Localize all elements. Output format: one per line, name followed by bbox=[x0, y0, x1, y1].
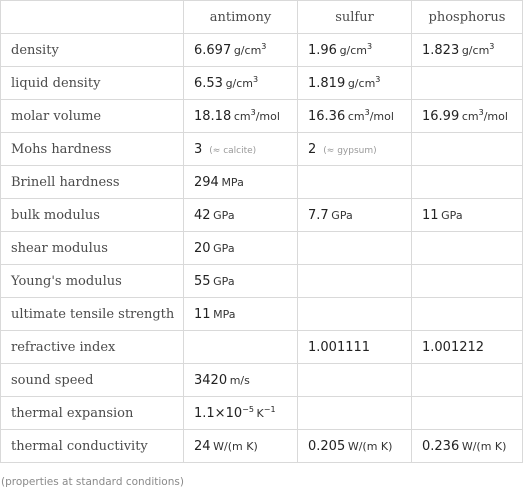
value-cell bbox=[298, 67, 412, 100]
value-cell bbox=[298, 265, 412, 298]
value-cell bbox=[298, 166, 412, 199]
value-cell bbox=[412, 430, 523, 463]
cell-unit: g/cm bbox=[339, 43, 368, 57]
value-cell bbox=[184, 265, 298, 298]
cell-unit-suffix: /mol bbox=[255, 109, 280, 123]
cell-value: 3420 bbox=[194, 372, 228, 388]
property-label: thermal expansion bbox=[1, 397, 184, 430]
table-row bbox=[1, 34, 523, 67]
cell-unit: MPa bbox=[213, 307, 236, 321]
table-row bbox=[1, 331, 523, 364]
value-cell bbox=[412, 34, 523, 67]
value-cell bbox=[412, 397, 523, 430]
value-cell bbox=[184, 364, 298, 397]
property-label: shear modulus bbox=[1, 232, 184, 265]
cell-unit: cm bbox=[461, 109, 479, 123]
cell-value: 7.7 bbox=[308, 207, 329, 223]
unit-exponent: 3 bbox=[250, 107, 256, 117]
property-label: sound speed bbox=[1, 364, 184, 397]
cell-unit: g/cm bbox=[225, 76, 254, 90]
cell-unit: GPa bbox=[213, 274, 235, 288]
value-cell bbox=[412, 166, 523, 199]
property-label: ultimate tensile strength bbox=[1, 298, 184, 331]
table-row bbox=[1, 430, 523, 463]
cell-value: 18.18 bbox=[194, 108, 232, 124]
cell-value: 0.236 bbox=[422, 438, 460, 454]
cell-value: 1.001212 bbox=[422, 339, 485, 355]
cell-unit: W/(m K) bbox=[461, 439, 507, 453]
value-cell bbox=[184, 331, 298, 364]
value-cell bbox=[184, 34, 298, 67]
property-label: refractive index bbox=[1, 331, 184, 364]
property-label: molar volume bbox=[1, 100, 184, 133]
value-cell bbox=[298, 298, 412, 331]
unit-exponent: 3 bbox=[367, 41, 373, 51]
cell-value: 24 bbox=[194, 438, 211, 454]
cell-unit: g/cm bbox=[461, 43, 490, 57]
unit-exponent: 3 bbox=[364, 107, 370, 117]
cell-value: 16.99 bbox=[422, 108, 460, 124]
value-cell bbox=[412, 331, 523, 364]
unit-exponent: 3 bbox=[253, 74, 259, 84]
value-cell bbox=[184, 397, 298, 430]
cell-value: 294 bbox=[194, 174, 219, 190]
table-row bbox=[1, 133, 523, 166]
property-label: liquid density bbox=[1, 67, 184, 100]
value-exponent: −5 bbox=[242, 404, 254, 414]
value-cell bbox=[298, 34, 412, 67]
cell-unit: g/cm bbox=[347, 76, 376, 90]
value-cell bbox=[298, 199, 412, 232]
cell-unit: W/(m K) bbox=[347, 439, 393, 453]
property-label: thermal conductivity bbox=[1, 430, 184, 463]
cell-value: 1.823 bbox=[422, 42, 460, 58]
unit-exponent: 3 bbox=[489, 41, 495, 51]
table-row bbox=[1, 100, 523, 133]
value-cell bbox=[298, 331, 412, 364]
header-row bbox=[1, 1, 523, 34]
value-cell bbox=[412, 298, 523, 331]
value-cell bbox=[298, 430, 412, 463]
cell-value: 6.53 bbox=[194, 75, 223, 91]
table-row bbox=[1, 364, 523, 397]
cell-note: (≈ calcite) bbox=[209, 145, 257, 156]
value-cell bbox=[184, 133, 298, 166]
column-header-phosphorus: phosphorus bbox=[412, 1, 523, 34]
value-cell bbox=[184, 67, 298, 100]
property-label: Brinell hardness bbox=[1, 166, 184, 199]
value-cell bbox=[298, 232, 412, 265]
cell-unit: GPa bbox=[331, 208, 353, 222]
column-header-sulfur: sulfur bbox=[298, 1, 412, 34]
cell-value: 55 bbox=[194, 273, 211, 289]
table-row bbox=[1, 232, 523, 265]
value-cell bbox=[298, 397, 412, 430]
header-corner bbox=[1, 1, 184, 34]
property-label: Young's modulus bbox=[1, 265, 184, 298]
cell-value: 11 bbox=[422, 207, 439, 223]
value-cell bbox=[184, 166, 298, 199]
unit-exponent: 3 bbox=[478, 107, 484, 117]
value-cell bbox=[412, 67, 523, 100]
cell-value: 42 bbox=[194, 207, 211, 223]
cell-value: 11 bbox=[194, 306, 211, 322]
cell-unit: GPa bbox=[213, 208, 235, 222]
value-cell bbox=[184, 100, 298, 133]
cell-value: 2 bbox=[308, 141, 317, 157]
cell-unit-suffix: /mol bbox=[369, 109, 394, 123]
cell-unit: GPa bbox=[441, 208, 463, 222]
cell-unit: m/s bbox=[229, 373, 250, 387]
cell-note: (≈ gypsum) bbox=[323, 145, 377, 156]
value-cell bbox=[298, 133, 412, 166]
cell-unit: MPa bbox=[221, 175, 244, 189]
cell-unit: g/cm bbox=[233, 43, 262, 57]
unit-exponent: 3 bbox=[375, 74, 381, 84]
cell-unit: cm bbox=[233, 109, 251, 123]
cell-value: 1.96 bbox=[308, 42, 337, 58]
value-cell bbox=[412, 100, 523, 133]
table-body bbox=[1, 34, 523, 463]
cell-unit: cm bbox=[347, 109, 365, 123]
unit-exponent: 3 bbox=[261, 41, 267, 51]
value-cell bbox=[298, 100, 412, 133]
value-cell bbox=[412, 133, 523, 166]
cell-unit: GPa bbox=[213, 241, 235, 255]
property-label: bulk modulus bbox=[1, 199, 184, 232]
value-cell bbox=[184, 430, 298, 463]
table-row bbox=[1, 298, 523, 331]
cell-value: 1.819 bbox=[308, 75, 346, 91]
cell-unit: K bbox=[256, 406, 264, 420]
column-header-antimony: antimony bbox=[184, 1, 298, 34]
property-label: Mohs hardness bbox=[1, 133, 184, 166]
table-row bbox=[1, 67, 523, 100]
value-cell bbox=[412, 232, 523, 265]
cell-unit: W/(m K) bbox=[213, 439, 258, 453]
value-cell bbox=[412, 265, 523, 298]
cell-value: 1.001111 bbox=[308, 339, 371, 355]
value-cell bbox=[184, 298, 298, 331]
value-cell bbox=[412, 364, 523, 397]
property-label: density bbox=[1, 34, 184, 67]
cell-value: 6.697 bbox=[194, 42, 232, 58]
value-cell bbox=[412, 199, 523, 232]
cell-value: 3 bbox=[194, 141, 203, 157]
cell-value: 1.1×10 bbox=[194, 405, 243, 421]
table-row bbox=[1, 166, 523, 199]
value-cell bbox=[184, 199, 298, 232]
table-row bbox=[1, 199, 523, 232]
cell-unit-suffix: /mol bbox=[483, 109, 508, 123]
value-cell bbox=[184, 232, 298, 265]
value-cell bbox=[298, 364, 412, 397]
cell-value: 0.205 bbox=[308, 438, 346, 454]
cell-value: 16.36 bbox=[308, 108, 346, 124]
cell-value: 20 bbox=[194, 240, 211, 256]
table-row bbox=[1, 397, 523, 430]
unit-exponent: −1 bbox=[263, 404, 276, 414]
footnote: (properties at standard conditions) bbox=[1, 476, 184, 488]
table-row bbox=[1, 265, 523, 298]
